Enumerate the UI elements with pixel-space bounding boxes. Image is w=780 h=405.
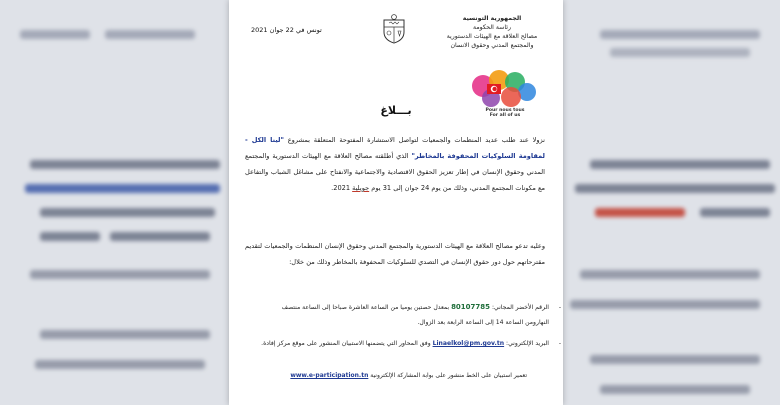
paragraph-month: جويلية bbox=[352, 184, 370, 192]
paragraph-announcement bbox=[245, 132, 545, 196]
tunisia-emblem-icon bbox=[380, 14, 408, 44]
portal-link[interactable]: www.e-participation.tn bbox=[290, 372, 369, 379]
project-name: "لينا الكل - لمقاومة السلوكيات المحفوفة بالمخاطر" bbox=[245, 136, 545, 160]
phone-number: 80107785 bbox=[451, 303, 491, 311]
bullet-phone bbox=[259, 300, 561, 330]
phone-label: الرقم الأخضر المجاني: bbox=[491, 304, 549, 311]
ministry-header bbox=[433, 14, 551, 50]
paragraph-rest: الذي أطلقته مصالح العلاقة مع الهيئات الدستورية والمجتمع المدني وحقوق الإنسان في إطار تعزيز الحقوق الاقتصادية والاجتماعية والانفتاح على مشاغل الشباب والتفاعل مع مكونات المجتمع المدني، وذلك من يوم 24 جوان إلى 31 يوم bbox=[245, 152, 545, 192]
paragraph-invitation: وعليه تدعو مصالح العلاقة مع الهيئات الدستورية والمجتمع المدني وحقوق الإنسان المنظمات والجمعيات لتقديم مقترحاتهم حول دور حقوق الإنسان في التصدي للسلوكيات المحفوفة بالمخاطر وذلك من خلال: bbox=[245, 242, 545, 266]
phone-rest: بمعدل حصتين يوميا من الساعة العاشرة صباحا إلى الساعة منتصف النهارومن الساعة 14 إلى الساعة الرابعة بعد الزوال. bbox=[281, 304, 549, 326]
paragraph-year: 2021. bbox=[331, 184, 351, 192]
bullet-dot: - bbox=[558, 340, 561, 347]
header-line-1: الجمهورية التونسية bbox=[462, 15, 522, 22]
logo-tagline-line-1: Pour nous tous bbox=[485, 108, 525, 113]
email-rest: وفق المحاور التي يتضمنها الاستبيان المنشور على موقع مركز إفادة. bbox=[261, 340, 431, 347]
bullet-portal bbox=[290, 372, 527, 379]
bullet-email bbox=[259, 336, 561, 351]
document-title: بـــلاغ bbox=[380, 104, 412, 117]
paragraph-intro: نزولا عند طلب عديد المنظمات والجمعيات لتواصل الاستشارة المفتوحة المتعلقة بمشروع bbox=[287, 136, 545, 144]
header-line-4: والمجتمع المدني وحقوق الانسان bbox=[450, 42, 534, 49]
document-page bbox=[229, 0, 563, 405]
document-date: تونس في 22 جوان 2021 bbox=[251, 26, 322, 34]
header-line-2: رئاسة الحكومة bbox=[473, 24, 511, 31]
portal-text: تعمير استبيان على الخط منشور على بوابة المشاركة الإلكترونية bbox=[370, 372, 527, 379]
logo-tagline-line-2: For all of us bbox=[489, 113, 521, 118]
email-link[interactable]: Linaelkol@pm.gov.tn bbox=[432, 340, 505, 347]
lina-elkol-logo-icon bbox=[465, 66, 543, 128]
header-line-3: مصالح العلاقة مع الهيئات الدستورية bbox=[446, 33, 538, 40]
bullet-dot: - bbox=[558, 304, 561, 311]
email-label: البريد الإلكتروني: bbox=[506, 340, 549, 347]
